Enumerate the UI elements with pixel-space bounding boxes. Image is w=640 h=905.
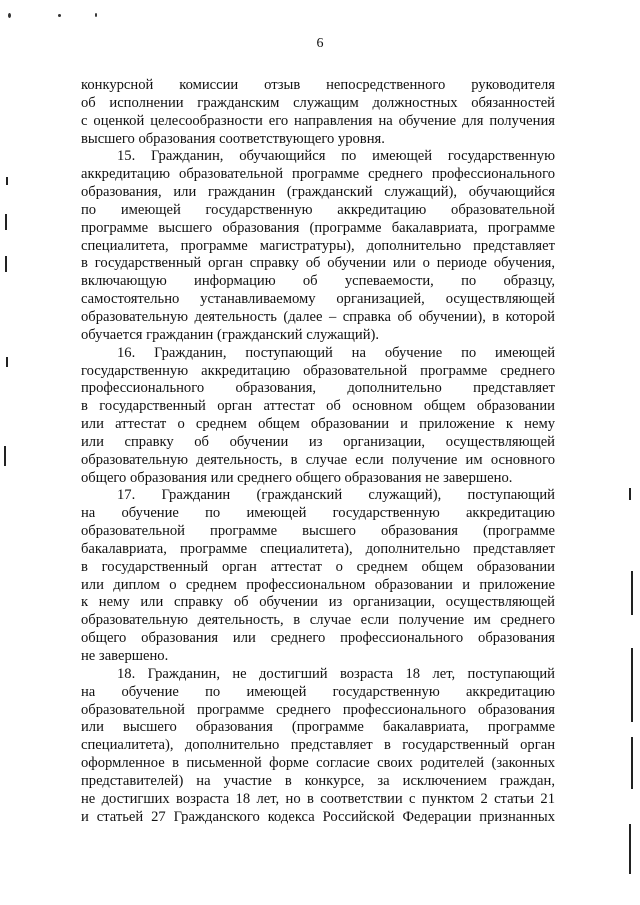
scan-mark-right [631, 737, 633, 789]
text-line: к нему или справку об обучении из организации, осуществляющей [81, 594, 555, 611]
text-line: или высшего образования (программе бакалавриата, программе [81, 719, 555, 736]
text-line: образовательной программе высшего образования (программе [81, 523, 555, 540]
text-line: по имеющей государственную аккредитацию образовательной [81, 201, 555, 218]
text-line: оформленное в письменной форме согласие своих родителей (законных [81, 755, 555, 772]
text-line: образовательную деятельность, в случае если получение им основного [81, 451, 555, 468]
text-line: на обучение по имеющей государственную аккредитацию [81, 505, 555, 522]
page-number: 6 [316, 36, 324, 51]
text-line: об исполнении гражданским служащим должностных обязанностей [81, 94, 555, 111]
text-line: представителей) на участие в конкурсе, за исключением граждан, [81, 772, 555, 789]
scan-mark-left [4, 446, 6, 466]
text-line: в государственный орган аттестат о среднем общем образовании [81, 558, 555, 575]
scan-mark-left [6, 357, 8, 367]
text-line: или справку об обучении из организации, осуществляющей [81, 433, 555, 450]
text-line: программе высшего образования (программе бакалавриата, программе [81, 219, 555, 236]
text-line: в государственный орган аттестат об основном общем образовании [81, 398, 555, 415]
text-line: бакалавриата, программе специалитета), дополнительно представляет [81, 540, 555, 557]
scan-speck [8, 13, 11, 18]
text-line: не завершено. [81, 648, 169, 664]
text-line: образования, или гражданин (гражданский служащий), обучающийся [81, 184, 555, 201]
scan-mark-right [631, 648, 633, 722]
text-line: профессионального образования, дополнительно представляет [81, 380, 555, 397]
paragraph-first-line: 16. Гражданин, поступающий на обучение по имеющей [117, 344, 555, 361]
scan-mark-left [5, 214, 7, 230]
text-line: самостоятельно устанавливаемому организацией, осуществляющей [81, 291, 555, 308]
text-line: общего образования или среднего профессионального образования [81, 630, 555, 647]
text-line: обучается гражданин (гражданский служащий). [81, 326, 380, 343]
text-line: специалитета, программе магистратуры), дополнительно представляет [81, 237, 555, 254]
document-body [81, 77, 555, 826]
text-line: образовательной программе среднего профессионального образования [81, 701, 555, 718]
scan-speck [58, 14, 61, 17]
scan-mark-right [629, 824, 631, 874]
text-line: с оценкой целесообразности его направления на обучение для получения [81, 112, 555, 129]
paragraph-first-line: 18. Гражданин, не достигший возраста 18 лет, поступающий [117, 665, 555, 682]
text-line: и статьей 27 Гражданского кодекса Российской Федерации признанных [81, 808, 555, 825]
scan-speck [95, 13, 97, 17]
scan-mark-right [631, 571, 633, 615]
scan-mark-left [5, 256, 7, 272]
text-line: или аттестат о среднем общем образовании и приложение к нему [81, 416, 555, 433]
paragraph-first-line: 17. Гражданин (гражданский служащий), поступающий [117, 487, 555, 504]
scan-mark-left [6, 177, 8, 185]
text-line: государственную аккредитацию образовательной программе среднего [81, 362, 555, 379]
text-line: специалитета), дополнительно представляет в государственный орган [81, 737, 555, 754]
text-line: образовательную деятельность (далее – справка об обучении), в которой [81, 308, 555, 325]
text-line: в государственный орган справку об обучении или о периоде обучения, [81, 255, 555, 272]
text-line: или диплом о среднем профессиональном образовании и приложение [81, 576, 555, 593]
paragraph-first-line: 15. Гражданин, обучающийся по имеющей государственную [117, 148, 555, 165]
text-line: конкурсной комиссии отзыв непосредственного руководителя [81, 77, 555, 93]
text-line: общего образования или среднего общего образования не завершено. [81, 469, 513, 486]
text-line: не достигших возраста 18 лет, но в соответствии с пунктом 2 статьи 21 [81, 790, 555, 807]
text-line: образовательную деятельность, в случае если получение им среднего [81, 612, 555, 629]
scan-mark-right [629, 488, 631, 500]
text-line: на обучение по имеющей государственную аккредитацию [81, 683, 555, 700]
text-line: аккредитацию образовательной программе среднего профессионального [81, 166, 555, 183]
text-line: высшего образования соответствующего уровня. [81, 130, 385, 147]
text-line: включающую информацию об успеваемости, по образцу, [81, 273, 555, 290]
